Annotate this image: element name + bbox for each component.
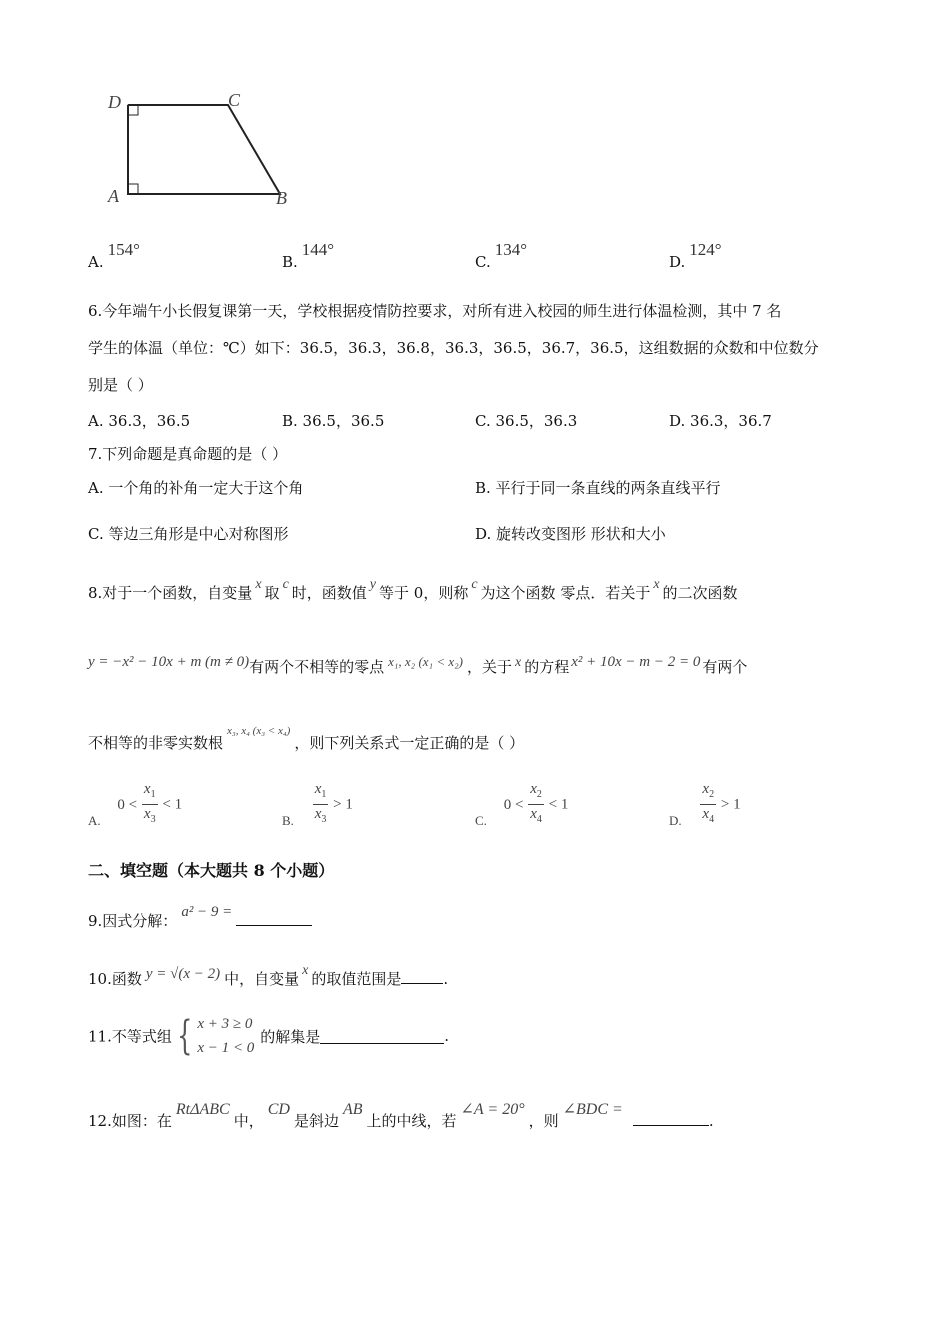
q11-text: 的解集是 [260,1027,321,1046]
q5-option-a[interactable] [88,240,140,272]
option-post: < 1 [162,796,183,813]
zero-points: x₁, x₂ (x₁ < x₂) [388,654,463,669]
q7-option-d[interactable]: D. 旋转改变图形 形状和大小 [475,525,666,543]
option-letter: C. [475,253,491,271]
angle-a: ∠A = 20° [460,1101,525,1118]
q8-text: 为这个函数 零点．若关于 [480,584,651,602]
option-value: 134° [494,240,528,259]
fraction: $\frac{x_2}{x_4}$ [530,781,542,825]
q10-text: 的取值范围是 [311,970,402,988]
option-letter: D. [669,812,682,828]
inequality-system [197,1012,254,1060]
q8-text: 时，函数值 [291,584,367,602]
real-roots: x₃, x₄ (x₃ < x₄) [227,725,291,737]
q6-option-a[interactable]: A. 36.3，36.5 [88,412,191,430]
fraction: $\frac{x_2}{x_4}$ [702,781,715,825]
q8-option-a[interactable] [88,780,182,829]
q10-end: . [443,970,449,988]
point-label-b: B [276,188,287,208]
right-angle-mark-d [128,105,138,115]
q8-text: 不相等的非零实数根 [88,734,224,752]
q10-text: 中，自变量 [224,970,300,988]
option-pre: 0 < [503,796,524,813]
inequality-1: x + 3 ≥ 0 [197,1016,253,1032]
q5-option-c[interactable] [475,240,528,272]
section-title: 二、填空题（本大题共 8 个小题） [88,861,335,880]
option-value: 124° [689,240,722,259]
q12-text: 是斜边 [293,1112,339,1130]
option-post: > 1 [333,796,353,813]
q6-stem-line1: 6.今年端午小长假复课第一天，学校根据疫情防控要求，对所有进入校园的师生进行体温检测，其中 7 名 [88,302,782,320]
option-letter: A. [88,253,104,271]
brace-icon: { [176,1013,193,1059]
q8-text: 有两个不相等的零点 [249,658,385,676]
q8-option-c[interactable] [475,780,568,829]
q8-stem-line3 [88,725,525,753]
point-label-a: A [108,186,119,206]
answer-blank[interactable] [320,1029,444,1044]
option-pre: 0 < [117,796,138,813]
q6-option-c[interactable]: C. 36.5，36.3 [475,412,578,430]
q12-text: 12.如图：在 [88,1112,172,1130]
q8-text: 有两个 [702,658,748,676]
var-x: x [653,577,660,592]
q7-option-c[interactable]: C. 等边三角形是中心对称图形 [88,525,289,543]
q12-stem [88,1101,714,1131]
option-value: 144° [301,240,335,259]
q6-stem-line3: 别是（ ） [88,376,153,394]
hypotenuse: AB [342,1101,363,1118]
q7-stem: 7.下列命题是真命题的是（ ） [88,445,288,463]
var-x: x [255,577,262,592]
var-x: x [514,655,522,670]
q8-text: 的方程 [524,658,570,676]
q8-text: 等于 0，则称 [379,584,469,602]
var-x: x [302,963,309,978]
q7-option-a[interactable]: A. 一个角的补角一定大于这个角 [88,479,304,497]
option-letter: C. [475,812,487,828]
q8-text: 的二次函数 [662,584,738,602]
angle-bdc: ∠BDC = [562,1101,623,1118]
option-value: 154° [107,240,140,259]
point-label-d: D [108,92,121,112]
answer-blank[interactable] [633,1111,709,1126]
q6-option-b[interactable]: B. 36.5，36.5 [282,412,385,430]
option-post: > 1 [720,796,741,813]
q6-stem-line2: 学生的体温（单位：℃）如下：36.5，36.3，36.8，36.3，36.5，36.7，36.5，这组数据的众数和中位数分 [88,339,819,357]
option-post: < 1 [548,796,569,813]
segment-cd: CD [267,1101,290,1118]
q9-stem [88,904,312,931]
answer-blank[interactable] [236,911,312,926]
triangle: RtΔABC [175,1101,230,1118]
q8-text: ，则下列关系式一定正确的是（ ） [294,734,525,752]
q10-stem [88,963,449,989]
q12-end: . [708,1112,714,1130]
q8-stem-line1 [88,577,738,603]
q11-stem [88,1012,449,1060]
q8-option-b[interactable] [282,780,353,829]
var-c: c [471,577,478,592]
q6-option-d[interactable]: D. 36.3，36.7 [669,412,772,430]
option-letter: D. [669,253,686,271]
inequality-2: x − 1 < 0 [197,1040,255,1056]
q9-expression: a² − 9 = [181,904,233,920]
q11-text: 11.不等式组 [88,1027,172,1046]
q8-stem-line2 [88,656,747,677]
q8-text: ，关于 [466,658,512,676]
q12-text: ，则 [528,1112,559,1130]
q8-text: 取 [264,584,280,602]
trapezoid-figure [100,86,300,211]
option-letter: A. [88,812,101,828]
equation: x² + 10x − m − 2 = 0 [571,654,701,670]
right-angle-mark-a [128,184,138,194]
quadratic-function: y = −x² − 10x + m (m ≠ 0) [88,654,250,670]
q11-end: . [444,1027,450,1045]
fraction: $\frac{x_1}{x_3}$ [314,781,327,825]
q8-text: 8.对于一个函数，自变量 [88,584,253,602]
var-c: c [282,577,289,592]
q9-text: 9.因式分解： [88,912,178,930]
answer-blank[interactable] [401,969,443,984]
q10-function: y = √(x − 2) [145,966,221,982]
q5-option-d[interactable] [669,240,722,272]
option-letter: B. [282,812,294,828]
fraction: $\frac{x_1}{x_3}$ [143,781,156,825]
q7-option-b[interactable]: B. 平行于同一条直线的两条直线平行 [475,479,721,497]
q10-text: 10.函数 [88,970,142,988]
point-label-c: C [228,90,241,110]
trapezoid-outline [128,105,280,194]
q12-text: 上的中线，若 [366,1112,457,1130]
q12-text: 中， [233,1112,264,1130]
option-letter: B. [282,253,298,271]
q8-option-d[interactable] [669,780,741,829]
q5-option-b[interactable] [282,240,335,272]
var-y: y [369,577,377,592]
